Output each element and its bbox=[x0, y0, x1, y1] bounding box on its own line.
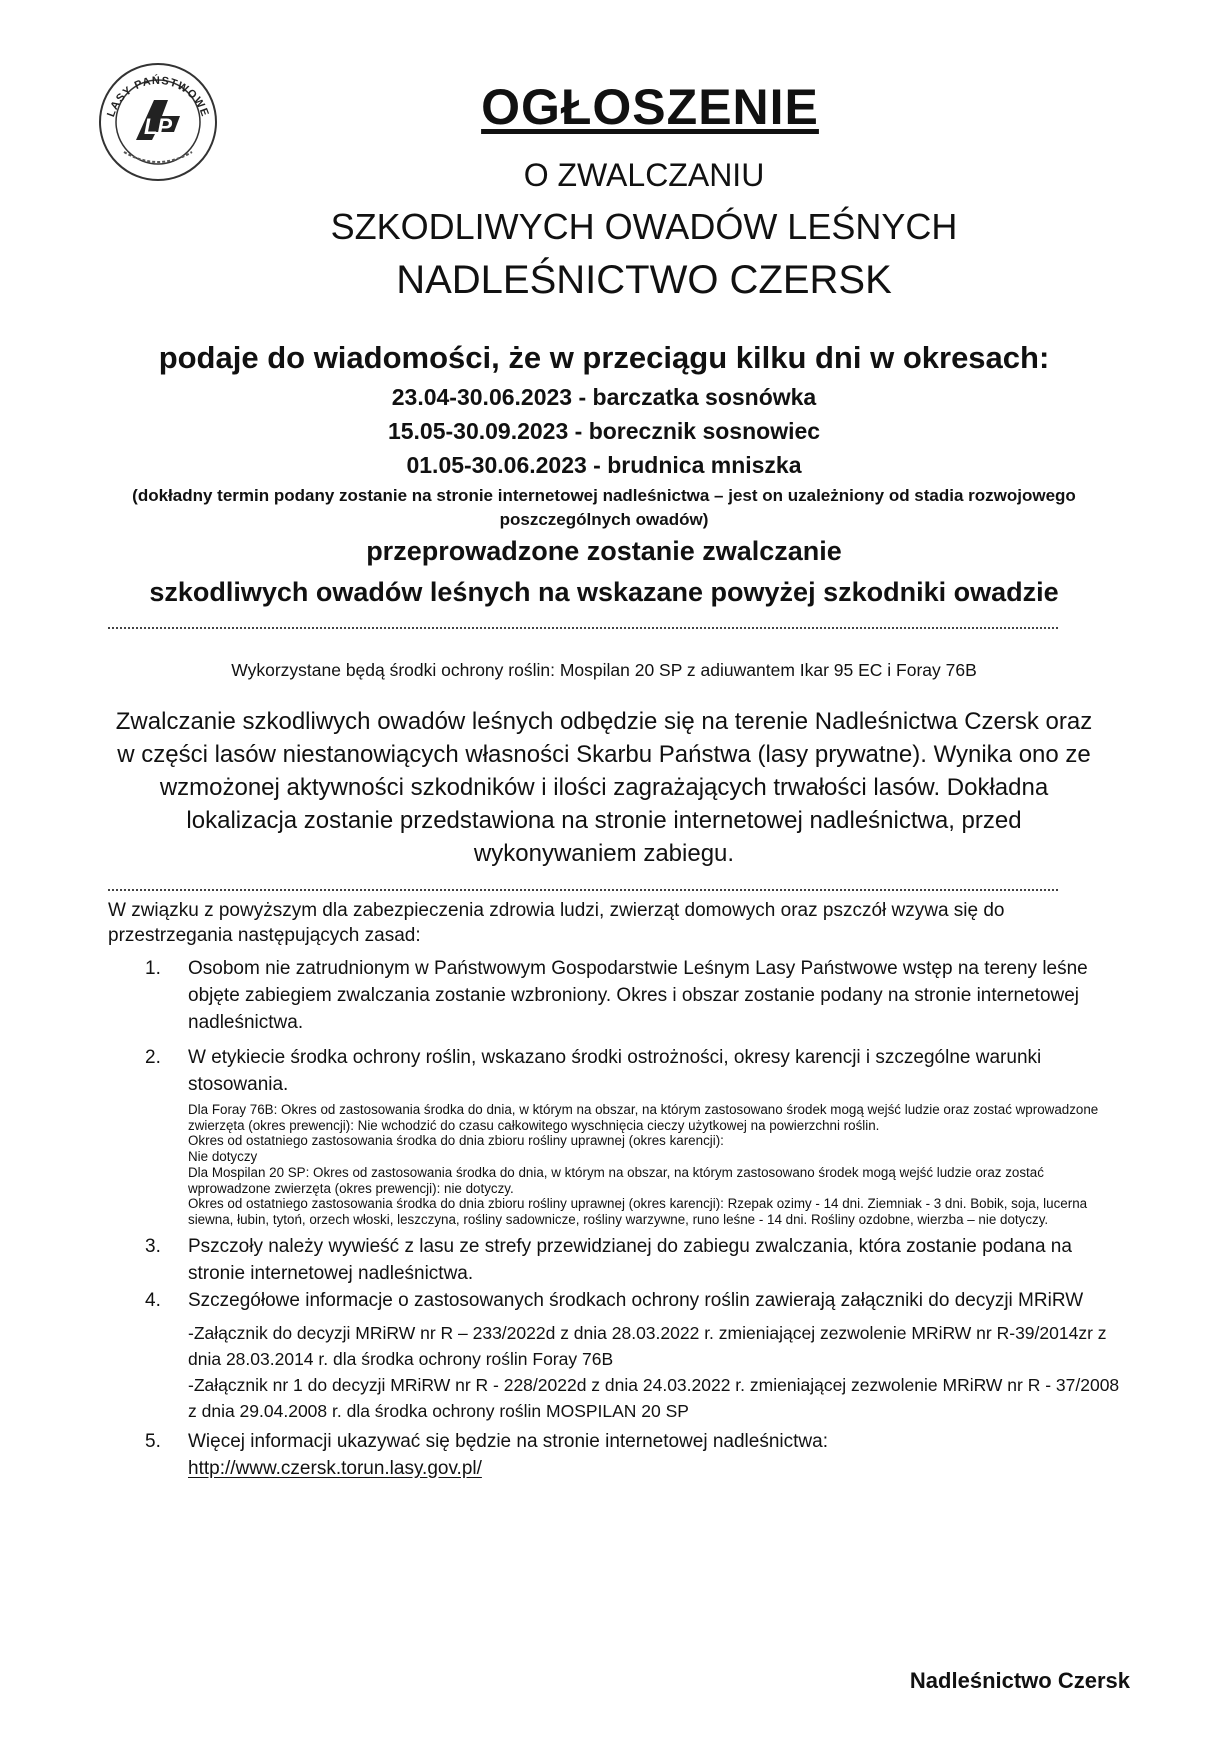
mospilan-karencja: Okres od ostatniego zastosowania środka do dnia zbioru rośliny uprawnej (okres karencji): Rzepak ozimy - 14 dni. Ziemniak - 3 dni. Bobik, soja, lucerna siewna, łubin, tytoń, orzech włoski, leszczyna, rośliny sadownicze, rośliny warzywne, runo leśne - 14 dni. Rośliny ozdobne, wierzba – nie dotyczy. bbox=[188, 1196, 1088, 1227]
conclusion-line-2: szkodliwych owadów leśnych na wskazane powyżej szkodniki owadzie bbox=[149, 577, 1059, 607]
list-number: 5. bbox=[145, 1430, 161, 1452]
foray-prevention: Dla Foray 76B: Okres od zastosowania środka do dnia, w którym na obszar, na którym zastosowano środek mogą wejść ludzie oraz zostać wprowadzone zwierzęta (okres prewencji): Nie wchodzić do czasu całkowitego wyschnięcia cieczy użytkowej na powierzchni roślin. bbox=[188, 1102, 1099, 1133]
foray-karencja-label: Okres od ostatniego zastosowania środka do dnia zbioru rośliny uprawnej (okres karencji): bbox=[188, 1133, 724, 1149]
rule-text: Szczegółowe informacje o zastosowanych środkach ochrony roślin zawierają załączniki do decyzji MRiRW bbox=[188, 1289, 1084, 1311]
rule-text: Więcej informacji ukazywać się będzie na stronie internetowej nadleśnictwa: bbox=[188, 1430, 828, 1452]
page-title: OGŁOSZENIE bbox=[481, 79, 819, 135]
attachment-foray: -Załącznik do decyzji MRiRW nr R – 233/2022d z dnia 28.03.2022 r. zmieniającej zezwolenie MRiRW nr R-39/2014zr z dnia 28.03.2014 r. dla środka ochrony roślin Foray 76B bbox=[188, 1322, 1107, 1369]
announcement-lead: podaje do wiadomości, że w przeciągu kilku dni w okresach: bbox=[158, 340, 1050, 375]
subtitle-line-2: SZKODLIWYCH OWADÓW LEŚNYCH bbox=[330, 206, 958, 247]
subtitle-line-1: O ZWALCZANIU bbox=[523, 157, 765, 193]
list-number: 1. bbox=[145, 958, 161, 979]
period-brudnica: 01.05-30.06.2023 - brudnica mniszka bbox=[406, 452, 802, 478]
mospilan-prevention: Dla Mospilan 20 SP: Okres od zastosowania środka do dnia, w którym na obszar, na którym zastosowano środek mogą wejść ludzie oraz zostać wprowadzone zwierzęta (okres prewencji): nie dotyczy. bbox=[188, 1164, 1044, 1196]
rule-text: W etykiecie środka ochrony roślin, wskazano środki ostrożności, okresy karencji i szczególne warunki stosowania. bbox=[188, 1047, 1042, 1095]
rules-list bbox=[145, 955, 1125, 1482]
attachment-mospilan: -Załącznik nr 1 do decyzji MRiRW nr R - 228/2022d z dnia 24.03.2022 r. zmieniającej zezwolenie MRiRW nr R - 37/2008 z dnia 29.04.2008 r. dla środka ochrony roślin MOSPILAN 20 SP bbox=[188, 1374, 1120, 1421]
rule-text: Pszczoły należy wywieść z lasu ze strefy przewidzianej do zabiegu zwalczania, która zostanie podana na stronie internetowej nadleśnictwa. bbox=[188, 1235, 1072, 1284]
rules-intro: W związku z powyższym dla zabezpieczenia zdrowia ludzi, zwierząt domowych oraz pszczół wzywa się do przestrzegania następujących zasad: bbox=[108, 900, 1005, 946]
treatment-area-info: Zwalczanie szkodliwych owadów leśnych odbędzie się na terenie Nadleśnictwa Czersk oraz w części lasów niestanowiących własności Skarbu Państwa (lasy prywatne). Wynika ono ze wzmożonej aktywności szkodników i ilości zagrażających trwałości lasów. Dokładna lokalizacja zostanie przedstawiona na stronie internetowej nadleśnictwa, przed wykonywaniem zabiegu. bbox=[115, 708, 1093, 867]
label-details bbox=[188, 1102, 1125, 1228]
svg-text:LASY PAŃSTWOWE: LASY PAŃSTWOWE bbox=[105, 74, 211, 119]
list-item bbox=[145, 1428, 1125, 1482]
list-item bbox=[145, 1044, 1125, 1228]
period-borecznik: 15.05-30.09.2023 - borecznik sosnowiec bbox=[387, 418, 821, 444]
list-number: 2. bbox=[145, 1047, 161, 1068]
foray-karencja-value: Nie dotyczy bbox=[188, 1149, 258, 1165]
list-item bbox=[145, 1287, 1125, 1424]
dotted-divider bbox=[108, 627, 1058, 629]
date-note: (dokładny termin podany zostanie na stronie internetowej nadleśnictwa – jest on uzależniony od stadia rozwojowego poszczególnych owadów) bbox=[132, 486, 1076, 529]
svg-text:LP: LP bbox=[143, 114, 173, 139]
list-number: 3. bbox=[145, 1235, 161, 1257]
signature: Nadleśnictwo Czersk bbox=[909, 1668, 1130, 1693]
conclusion-line-1: przeprowadzone zostanie zwalczanie bbox=[366, 536, 842, 566]
plant-protection-agents: Wykorzystane będą środki ochrony roślin: Mospilan 20 SP z adiuwantem Ikar 95 EC i Foray 76B bbox=[231, 660, 977, 680]
list-number: 4. bbox=[145, 1289, 161, 1311]
attachments bbox=[188, 1320, 1125, 1424]
list-item bbox=[145, 955, 1125, 1036]
subtitle-line-3: NADLEŚNICTWO CZERSK bbox=[396, 258, 892, 302]
dotted-divider bbox=[108, 889, 1058, 891]
website-link[interactable]: http://www.czersk.torun.lasy.gov.pl/ bbox=[188, 1457, 482, 1479]
rule-text: Osobom nie zatrudnionym w Państwowym Gospodarstwie Leśnym Lasy Państwowe wstęp na tereny leśne objęte zabiegiem zwalczania zostanie wzbroniony. Okres i obszar zostanie podany na stronie internetowej nadleśnictwa. bbox=[188, 958, 1088, 1033]
list-item bbox=[145, 1233, 1125, 1287]
period-barczatka: 23.04-30.06.2023 - barczatka sosnówka bbox=[391, 384, 817, 410]
